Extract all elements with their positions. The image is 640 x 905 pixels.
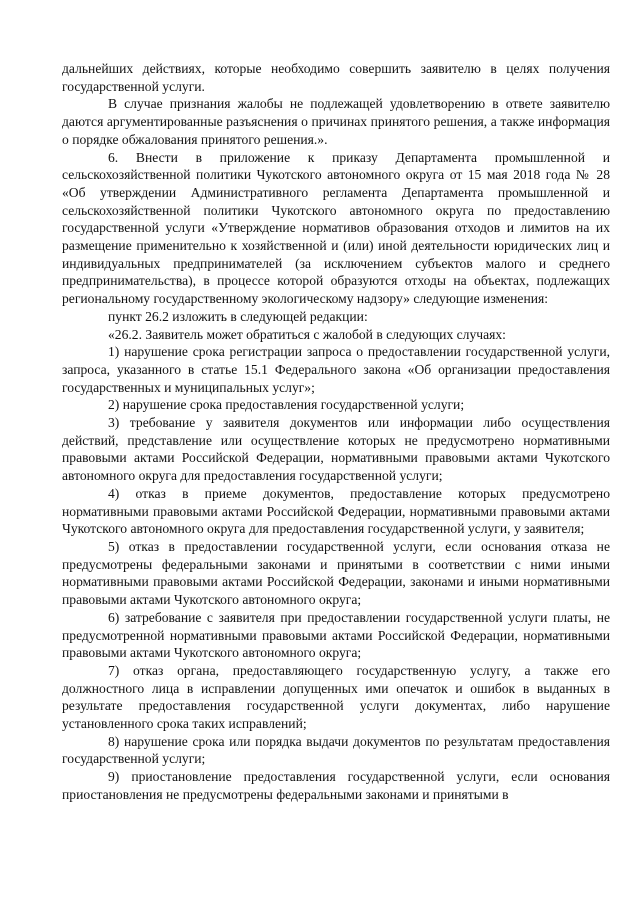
list-item-2: 2) нарушение срока предоставления государственной услуги; bbox=[108, 397, 465, 413]
paragraph-item-6: 6. Внести в приложение к приказу Департамента промышленной и сельскохозяйственной политики Чукотского автономного округа от 15 мая 2018 года № 28 «Об утверждении Административного регламента Департамента промышленной и сельскохозяйственной политики Чукотского автономного округа по предоставлению государственной услуги «Утверждение нормативов образования отходов и лимитов на их размещение применительно к хозяйственной и (или) иной деятельности юридических лиц и индивидуальных предпринимателей (за исключением субъектов малого и среднего предпринимательства), в процессе которой образуются отходы на объектах, подлежащих региональному государственному экологическому надзору» следующие изменения: bbox=[62, 149, 610, 307]
list-item-6: 6) затребование с заявителя при предоставлении государственной услуги платы, не предусмотренной нормативными правовыми актами Российской Федерации, нормативными правовыми актами Чукотского автономного округа; bbox=[62, 609, 610, 661]
paragraph-clause-26-2-intro: пункт 26.2 изложить в следующей редакции: bbox=[108, 308, 368, 324]
paragraph-continuation: дальнейших действиях, которые необходимо совершить заявителю в целях получения государственной услуги. bbox=[62, 61, 610, 94]
list-item-7: 7) отказ органа, предоставляющего государственную услугу, а также его должностного лица в исправлении допущенных ими опечаток и ошибок в выданных в результате предоставления государственной услуги документах, либо нарушение установленного срока таких исправлений; bbox=[62, 662, 610, 732]
list-item-3: 3) требование у заявителя документов или информации либо осуществления действий, представление или осуществление которых не предусмотрено нормативными правовыми актами Российской Федерации, нормативными правовыми актами Чукотского автономного округа для предоставления государственной услуги; bbox=[62, 415, 610, 484]
list-item-9: 9) приостановление предоставления государственной услуги, если основания приостановления не предусмотрены федеральными законами и принятыми в bbox=[62, 769, 610, 802]
list-item-8: 8) нарушение срока или порядка выдачи документов по результатам предоставления государственной услуги; bbox=[62, 733, 610, 767]
paragraph-complaint-rejection: В случае признания жалобы не подлежащей удовлетворению в ответе заявителю даются аргументированные разъяснения о причинах принятого решения, а также информация о порядке обжалования принятого решения.». bbox=[62, 96, 610, 147]
list-item-5: 5) отказ в предоставлении государственной услуги, если основания отказа не предусмотрены федеральными законами и принятыми в соответствии с ними иными нормативными правовыми актами Российской Федерации, законами и иными нормативными правовыми актами Чукотского автономного округа; bbox=[62, 538, 610, 608]
document-page bbox=[62, 60, 610, 804]
list-item-1: 1) нарушение срока регистрации запроса о предоставлении государственной услуги, запроса, указанного в статье 15.1 Федерального закона «Об организации предоставления государственных и муниципальных услуг»; bbox=[62, 344, 610, 395]
paragraph-clause-26-2: «26.2. Заявитель может обратиться с жалобой в следующих случаях: bbox=[108, 326, 506, 342]
list-item-4: 4) отказ в приеме документов, предоставление которых предусмотрено нормативными правовыми актами Российской Федерации, нормативными правовыми актами Чукотского автономного округа для предоставления государственной услуги, у заявителя; bbox=[62, 485, 610, 537]
